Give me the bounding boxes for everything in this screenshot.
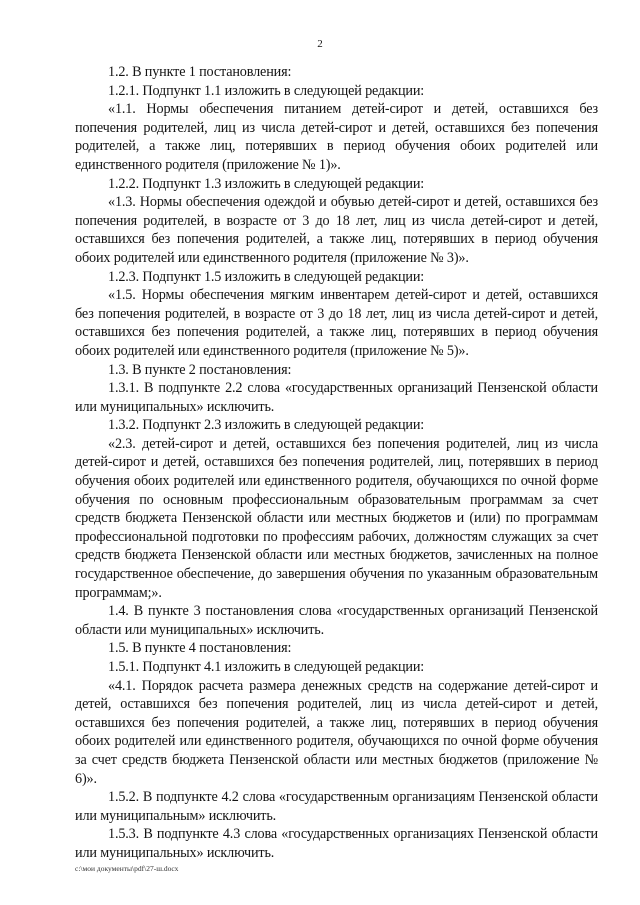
paragraph: «1.3. Нормы обеспечения одеждой и обувью детей-сирот и детей, оставшихся без попечения родителей, в возрасте от 3 до 18 лет, лиц из числа детей-сирот и детей, оставшихся без попечения родителей, а также лиц, потерявших в период обучения обоих родителей или единственного родителя (приложение № 3)». <box>75 194 598 266</box>
paragraph: 1.3.1. В подпункте 2.2 слова «государственных организаций Пензенской области или муниципальных» исключить. <box>75 380 598 415</box>
paragraph: 1.3. В пункте 2 постановления: <box>108 361 292 378</box>
paragraph: 1.5.1. Подпункт 4.1 изложить в следующей редакции: <box>108 659 425 675</box>
paragraph: «4.1. Порядок расчета размера денежных средств на содержание детей-сирот и детей, оставшихся без попечения родителей, лиц из числа детей-сирот и детей, оставшихся без попечения родителей, а также лиц, потерявших в период обучения обоих родителей или единственного родителя, обучающихся по очной форме обучения за счет средств бюджета Пензенской области или местных бюджетов (приложение № 6)». <box>75 677 598 787</box>
paragraph: 1.2.3. Подпункт 1.5 изложить в следующей редакции: <box>108 268 425 285</box>
paragraph: «2.3. детей-сирот и детей, оставшихся без попечения родителей, лиц из числа детей-сирот и детей, оставшихся без попечения родителей, лиц, потерявших в период обучения обоих родителей или единственного родителя, обучающихся по очной форме обучения по основным профессиональным образовательным программам за счет средств бюджета Пензенской области или местных бюджетов и (или) по программам профессиональной подготовки по профессиям рабочих, должностям служащих за счет средств бюджета Пензенской области или местных бюджетов, зачисленных на полное государственное обеспечение, до завершения обучения по указанным образовательным программам;». <box>75 435 598 601</box>
paragraph: 1.2. В пункте 1 постановления: <box>108 64 292 80</box>
paragraph: 1.2.1. Подпункт 1.1 изложить в следующей редакции: <box>108 82 425 99</box>
paragraph: «1.5. Нормы обеспечения мягким инвентарем детей-сирот и детей, оставшихся без попечения родителей, в возрасте от 3 до 18 лет, лиц из числа детей-сирот и детей, оставшихся без попечения родителей, а также лиц, потерявших в период обучения обоих родителей или единственного родителя (приложение № 5)». <box>75 287 598 359</box>
paragraph: 1.5.3. В подпункте 4.3 слова «государственных организациях Пензенской области или муниципальных» исключить. <box>75 826 598 861</box>
paragraph: «1.1. Нормы обеспечения питанием детей-сирот и детей, оставшихся без попечения родителей, лиц из числа детей-сирот и детей, оставшихся без попечения родителей, а также лиц, потерявших в период обучения обоих родителей или единственного родителя (приложение № 1)». <box>75 101 598 173</box>
paragraph: 1.2.2. Подпункт 1.3 изложить в следующей редакции: <box>108 175 425 192</box>
page-number: 2 <box>317 38 323 50</box>
paragraph: 1.5.2. В подпункте 4.2 слова «государственным организациям Пензенской области или муниципальным» исключить. <box>75 789 598 824</box>
paragraph: 1.3.2. Подпункт 2.3 изложить в следующей редакции: <box>108 417 425 434</box>
document-body <box>75 63 598 863</box>
paragraph: 1.5. В пункте 4 постановления: <box>108 640 292 657</box>
footer-file-path: c:\мои документы\pdf\27-ш.docx <box>75 864 179 873</box>
paragraph: 1.4. В пункте 3 постановления слова «государственных организаций Пензенской области или муниципальных» исключить. <box>75 603 598 638</box>
